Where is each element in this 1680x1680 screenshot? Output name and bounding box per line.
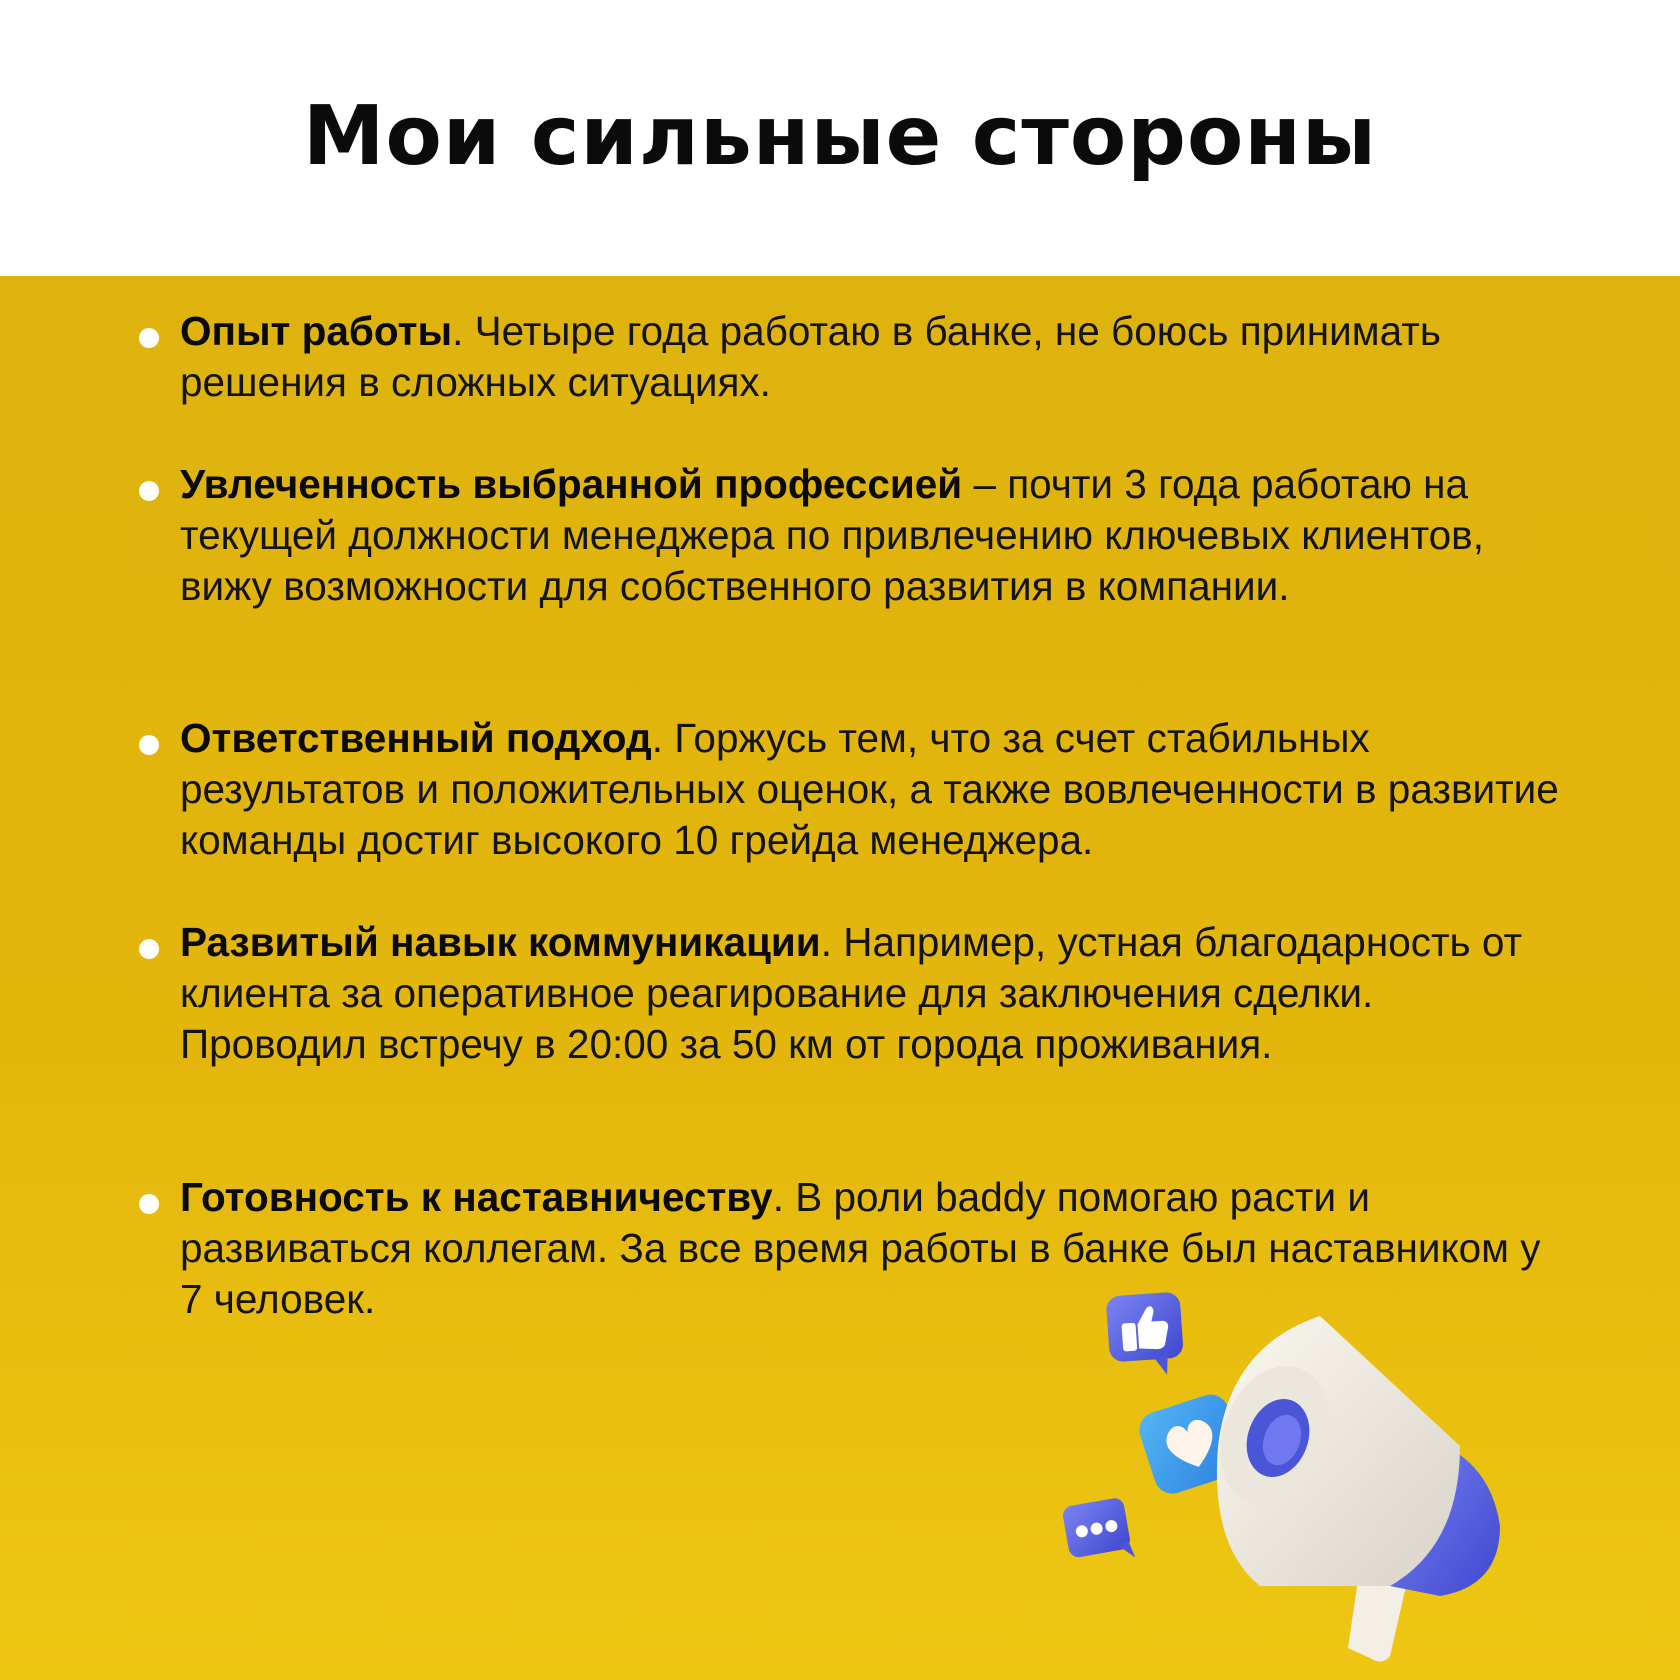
header <box>0 0 1680 276</box>
list-item <box>180 917 1560 1070</box>
strength-description: . Четыре года работаю в банке, не боюсь принимать решения в сложных ситуациях. <box>180 308 1441 405</box>
strength-description: . Горжусь тем, что за счет стабильных результатов и положительных оценок, а также вовлеченности в развитие команды достиг высокого 10 грейда менеджера. <box>180 715 1559 863</box>
thumbs-up-icon <box>1106 1292 1186 1379</box>
megaphone-icon <box>1202 1316 1500 1662</box>
strength-description: – почти 3 года работаю на текущей должности менеджера по привлечению ключевых клиентов, вижу возможности для собственного развития в компании. <box>180 461 1484 609</box>
strengths-section <box>0 276 1680 1680</box>
strength-title: Ответственный подход <box>180 715 652 761</box>
bullet-icon <box>139 1194 159 1214</box>
strength-title: Развитый навык коммуникации <box>180 919 821 965</box>
strength-description: . Например, устная благодарность от клиента за оперативное реагирование для заключения сделки. Проводил встречу в 20:00 за 50 км от города проживания. <box>180 919 1523 1067</box>
bullet-icon <box>139 735 159 755</box>
chat-dots-icon <box>1061 1496 1135 1568</box>
bullet-icon <box>139 481 159 501</box>
list-item <box>180 713 1560 866</box>
strength-title: Увлеченность выбранной профессией <box>180 461 963 507</box>
list-item <box>180 306 1560 408</box>
bullet-icon <box>139 328 159 348</box>
list-item <box>180 459 1560 612</box>
page-title: Мои сильные стороны <box>302 88 1378 184</box>
strength-title: Готовность к наставничеству <box>180 1174 773 1220</box>
megaphone-illustration <box>1060 1286 1560 1666</box>
strength-title: Опыт работы <box>180 308 453 354</box>
bullet-icon <box>139 939 159 959</box>
strength-description: . В роли baddy помогаю расти и развиваться коллегам. За все время работы в банке был наставником у 7 человек. <box>180 1174 1541 1322</box>
